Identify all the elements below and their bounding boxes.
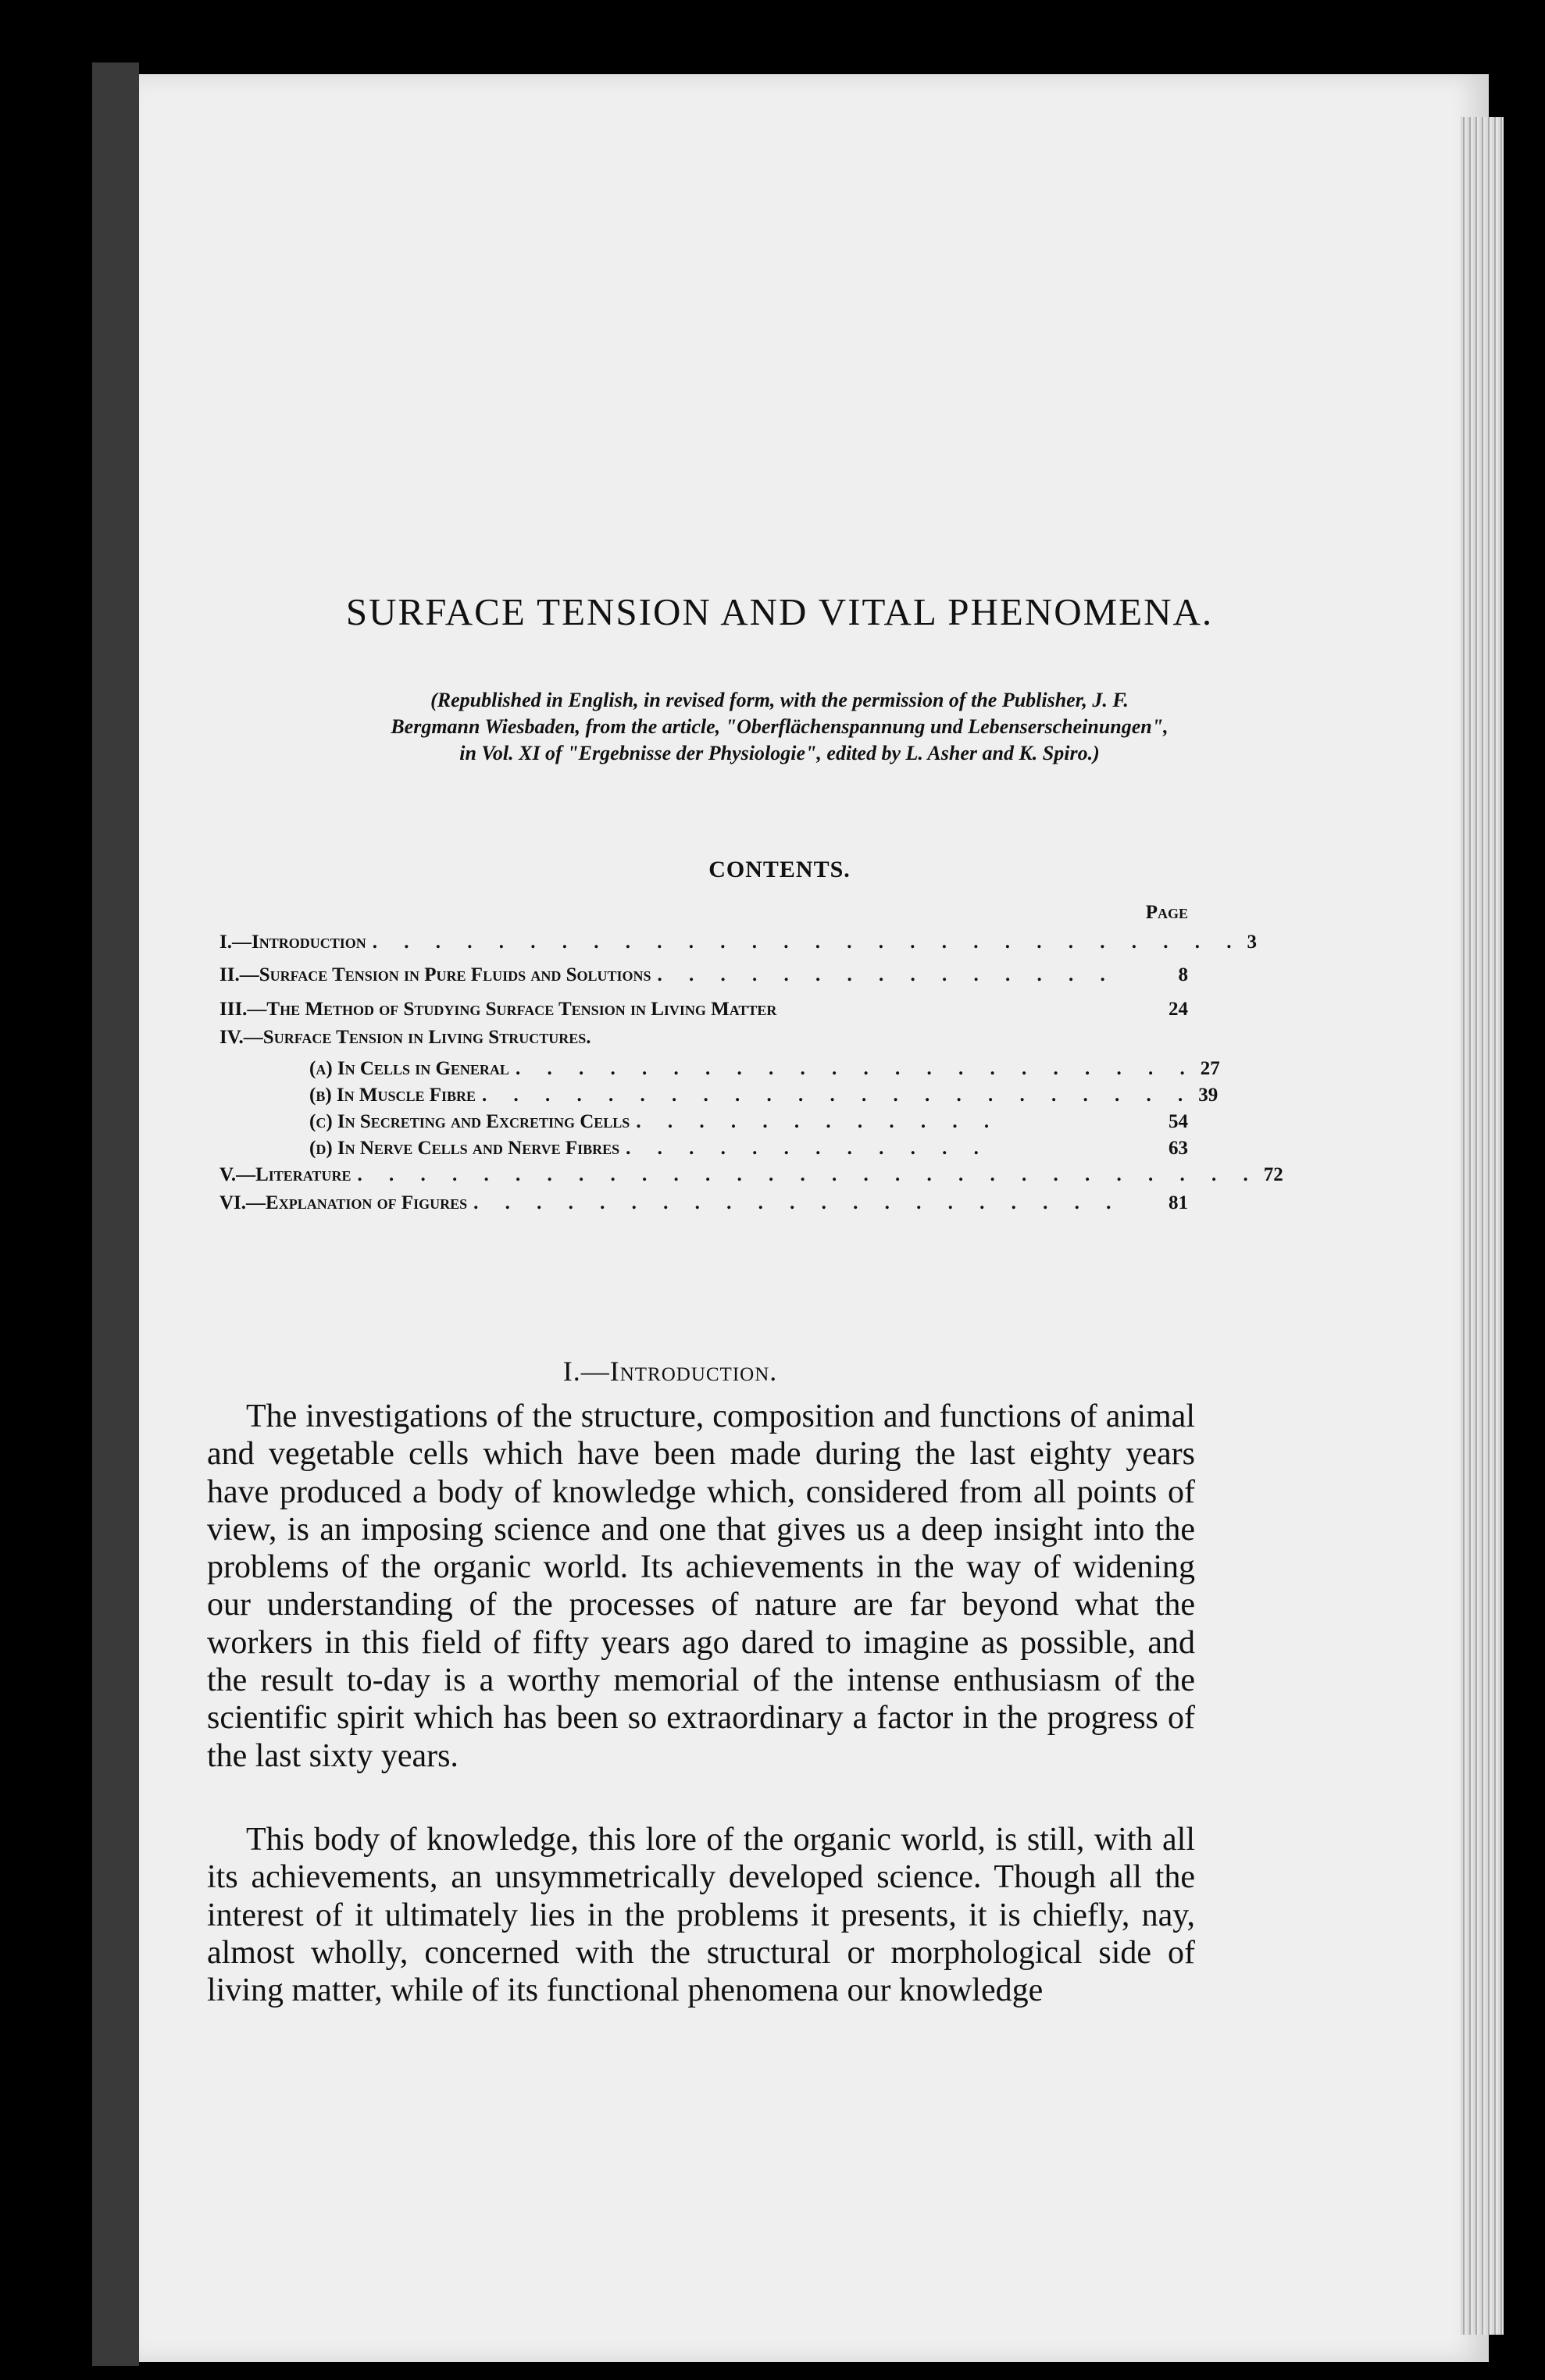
body-paragraph: This body of knowledge, this lore of the organic world, is still, with all its achievements, an unsymmetrically developed science. Though all the interest of it ultimately lies in the problems it presents, it is chiefly, nay, almost wholly, concerned with the structural or morphological side of living matter, while of its functional phenomena our knowledge [207, 1822, 1195, 2009]
toc-entry-introduction: I.—Introduction . . . . . . . . . . . . . . . . . . . . . . . . . . . . 3 [219, 932, 1257, 953]
toc-entry-literature: V.—Literature . . . . . . . . . . . . . . . . . . . . . . . . . . . . . 72 [219, 1164, 1283, 1185]
scan-border-left [92, 62, 139, 2366]
contents-heading: CONTENTS. [708, 857, 851, 882]
page-title: SURFACE TENSION AND VITAL PHENOMENA. [345, 590, 1214, 633]
section-heading: I.—Introduction. [562, 1356, 778, 1387]
body-paragraph: The investigations of the structure, composition and functions of animal and vegetable cells which have been made during the last eighty years have produced a body of knowledge which, considered from all points of view, is an imposing science and one that gives us a deep insight into the problems of the organic world. Its achievements in the way of widening our understanding of the processes of nature are far beyond what the workers in this field of fifty years ago dared to imagine as possible, and the result to-day is a worthy memorial of the intense enthusiasm of the scientific spirit which has been so extraordinary a factor in the progress of the last sixty years. [207, 1398, 1195, 1774]
book-page [139, 74, 1489, 2362]
toc-entry-living-structures: IV.—Surface Tension in Living Structures. [219, 1027, 591, 1048]
toc-entry-method: III.—The Method of Studying Surface Tension in Living Matter 24 [219, 999, 1188, 1020]
toc-entry-muscle-fibre: (b) In Muscle Fibre . . . . . . . . . . . . . . . . . . . . . . . 39 [309, 1085, 1219, 1106]
toc-entry-figures: VI.—Explanation of Figures . . . . . . . . . . . . . . . . . . . . . 81 [219, 1192, 1188, 1213]
toc-entry-secreting-cells: (c) In Secreting and Excreting Cells . . . . . . . . . . . . 54 [309, 1111, 1188, 1132]
toc-entry-surface-tension-fluids: II.—Surface Tension in Pure Fluids and Solutions . . . . . . . . . . . . . . . 8 [219, 964, 1188, 985]
toc-entry-cells-general: (a) In Cells in General . . . . . . . . . . . . . . . . . . . . . . 27 [309, 1058, 1220, 1079]
page-stack-edge [1461, 117, 1504, 2335]
republication-note: (Republished in English, in revised form, with the permission of the Publisher, J. F. Bergmann Wiesbaden, from the article, "Oberflächenspannung und Lebenserscheinungen", in Vol. XI of "Ergebnisse der Physiologie", edited by L. Asher and K. Spiro.) [391, 689, 1169, 764]
toc-page-label: Page [1145, 902, 1188, 923]
toc-entry-nerve-cells: (d) In Nerve Cells and Nerve Fibres . . . . . . . . . . . . 63 [309, 1138, 1188, 1159]
